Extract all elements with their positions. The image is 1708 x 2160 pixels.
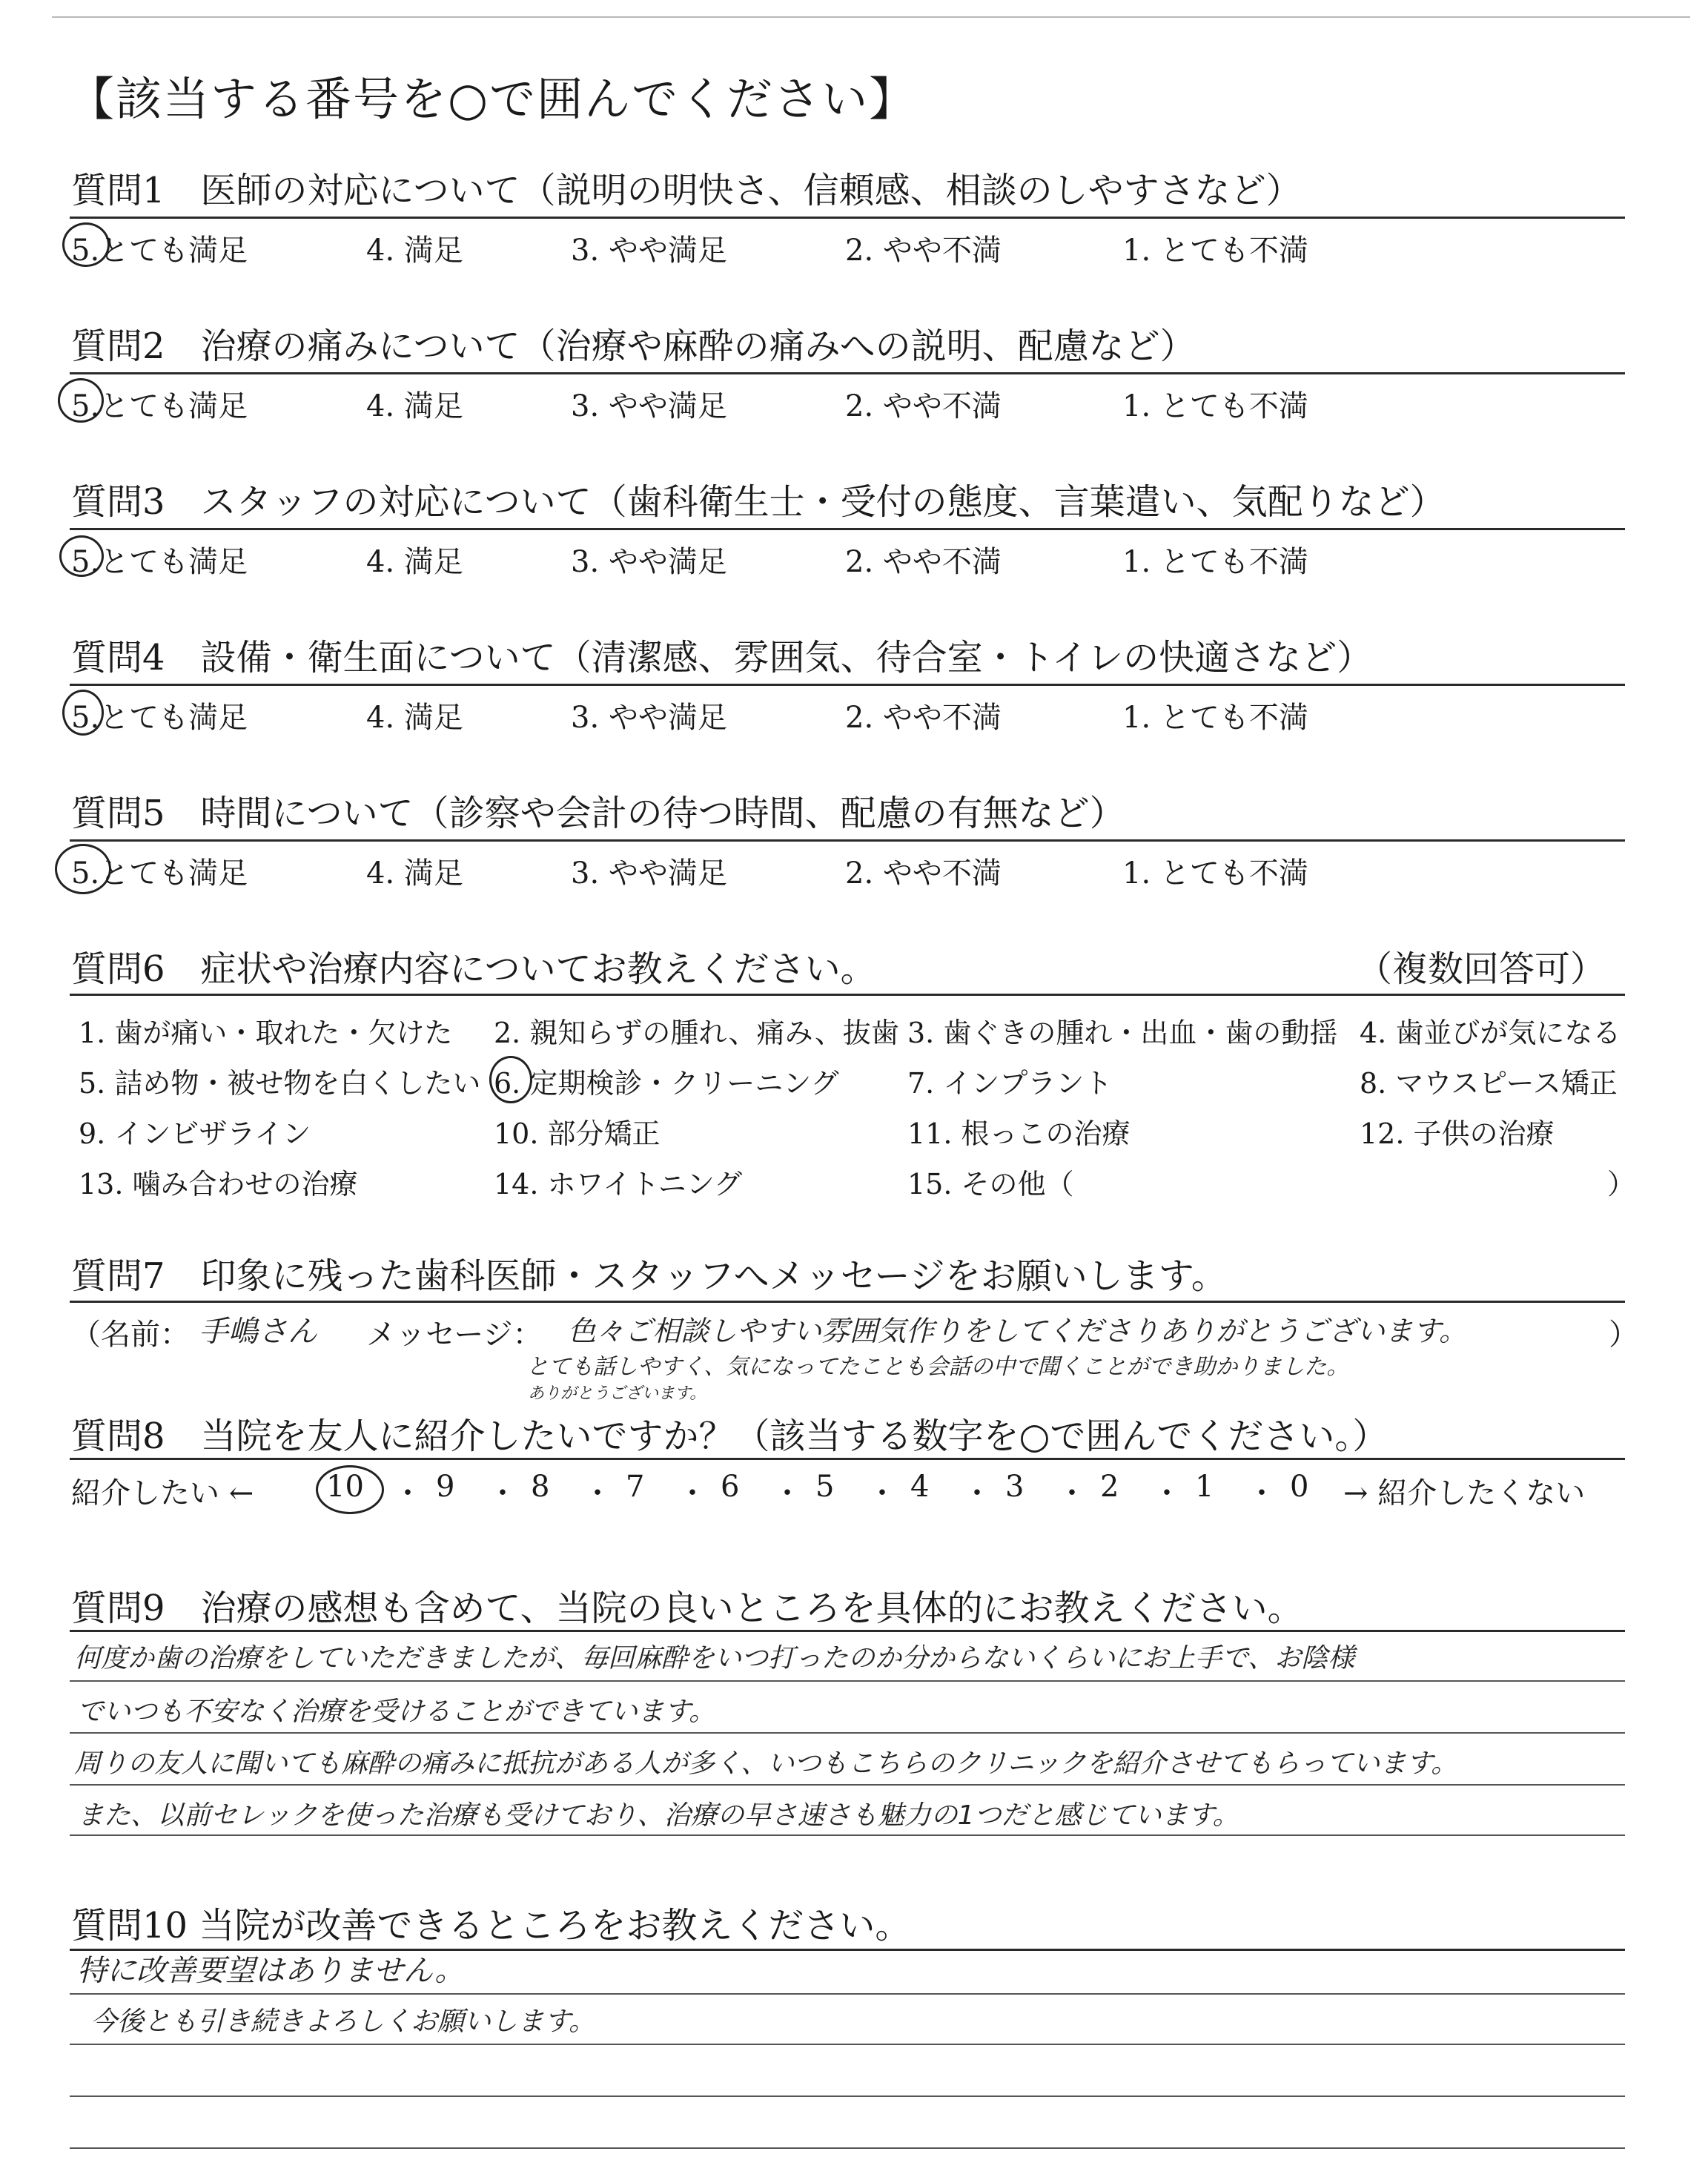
q1-divider xyxy=(70,217,1625,219)
q7-message-line-1[interactable]: 色々ご相談しやすい雰囲気作りをしてくださりありがとうございます。 xyxy=(568,1315,1467,1347)
q5-option-1[interactable]: 1. とても不満 xyxy=(1122,856,1308,891)
q8-scale-dot: ・ xyxy=(867,1476,897,1510)
q8-divider xyxy=(70,1458,1625,1460)
q1-option-2[interactable]: 2. やや不満 xyxy=(845,234,1002,268)
q2-option-3[interactable]: 3. やや満足 xyxy=(571,389,727,423)
q8-scale-0[interactable]: 0 xyxy=(1290,1470,1309,1504)
q6-other-close: ） xyxy=(1607,1168,1636,1200)
q8-scale-dot: ・ xyxy=(962,1476,992,1510)
q9-heading: 質問9 治療の感想も含めて、当院の良いところを具体的にお教えください。 xyxy=(71,1588,1303,1629)
q4-option-1[interactable]: 1. とても不満 xyxy=(1122,701,1308,735)
q7-name-label: （名前： xyxy=(71,1318,190,1352)
q7-name-value[interactable]: 手嶋さん xyxy=(199,1315,317,1349)
q8-scale-dot: ・ xyxy=(1247,1476,1277,1510)
q6-option-3[interactable]: 3. 歯ぐきの腫れ・出血・歯の動揺 xyxy=(907,1017,1338,1049)
q8-scale-dot: ・ xyxy=(772,1476,802,1510)
q6-option-14[interactable]: 14. ホワイトニング xyxy=(494,1168,743,1200)
q9-answer-rule-4 xyxy=(70,1834,1625,1836)
q2-option-1[interactable]: 1. とても不満 xyxy=(1122,389,1308,423)
q8-scale-dot: ・ xyxy=(1057,1476,1087,1510)
q7-message-line-3[interactable]: ありがとうございます。 xyxy=(528,1384,706,1403)
q8-scale-9[interactable]: 9 xyxy=(436,1470,455,1504)
q8-scale-8[interactable]: 8 xyxy=(531,1470,550,1504)
q5-divider xyxy=(70,839,1625,842)
q6-option-2[interactable]: 2. 親知らずの腫れ、痛み、抜歯 xyxy=(494,1017,899,1049)
q4-option-5[interactable]: 5.とても満足 xyxy=(71,701,248,735)
q2-divider xyxy=(70,372,1625,374)
q8-scale-3[interactable]: 3 xyxy=(1005,1470,1025,1504)
q1-heading: 質問1 医師の対応について（説明の明快さ、信頼感、相談のしやすさなど） xyxy=(71,170,1302,211)
q8-right-label: → 紹介したくない xyxy=(1343,1476,1586,1510)
q6-option-9[interactable]: 9. インビザライン xyxy=(79,1117,311,1150)
q1-option-1[interactable]: 1. とても不満 xyxy=(1122,234,1308,268)
q10-heading: 質問10 当院が改善できるところをお教えください。 xyxy=(71,1905,911,1946)
q4-option-4[interactable]: 4. 満足 xyxy=(366,701,463,735)
q4-divider xyxy=(70,684,1625,686)
q9-answer-rule-1 xyxy=(70,1680,1625,1682)
q9-divider xyxy=(70,1630,1625,1632)
q7-close-paren: ） xyxy=(1609,1318,1638,1352)
q5-heading: 質問5 時間について（診察や会計の待つ時間、配慮の有無など） xyxy=(71,793,1125,834)
q5-option-3[interactable]: 3. やや満足 xyxy=(571,856,727,891)
q7-divider xyxy=(70,1301,1625,1303)
page-title: 【該当する番号を○で囲んでください】 xyxy=(68,72,917,126)
q2-option-5[interactable]: 5.とても満足 xyxy=(71,389,248,423)
q5-option-4[interactable]: 4. 満足 xyxy=(366,856,463,891)
q8-scale-dot: ・ xyxy=(1152,1476,1182,1510)
q6-option-12[interactable]: 12. 子供の治療 xyxy=(1360,1117,1555,1150)
q1-option-4[interactable]: 4. 満足 xyxy=(366,234,463,268)
q3-heading: 質問3 スタッフの対応について（歯科衛生士・受付の態度、言葉遣い、気配りなど） xyxy=(71,481,1446,523)
q6-note: （複数回答可） xyxy=(1357,948,1606,990)
q6-option-15[interactable]: 15. その他（ xyxy=(907,1168,1074,1200)
q8-scale-7[interactable]: 7 xyxy=(626,1470,645,1504)
q6-option-1[interactable]: 1. 歯が痛い・取れた・欠けた xyxy=(79,1017,453,1049)
q7-message-label: メッセージ： xyxy=(366,1318,543,1352)
q8-scale-dot: ・ xyxy=(583,1476,612,1510)
q9-answer-line-4[interactable]: また、以前セレックを使った治療も受けており、治療の早さ速さも魅力の1つだと感じています。 xyxy=(77,1800,1239,1831)
q8-scale-5[interactable]: 5 xyxy=(815,1470,835,1504)
q6-option-5[interactable]: 5. 詰め物・被せ物を白くしたい xyxy=(79,1067,481,1100)
q2-option-2[interactable]: 2. やや不満 xyxy=(845,389,1002,423)
q6-option-10[interactable]: 10. 部分矯正 xyxy=(494,1117,661,1150)
q9-answer-rule-2 xyxy=(70,1732,1625,1734)
q3-option-5[interactable]: 5.とても満足 xyxy=(71,545,248,579)
q6-option-6[interactable]: 6. 定期検診・クリーニング xyxy=(494,1067,839,1100)
page-top-edge xyxy=(52,16,1690,18)
q5-option-5[interactable]: 5.とても満足 xyxy=(71,856,248,891)
q3-option-4[interactable]: 4. 満足 xyxy=(366,545,463,579)
q6-option-8[interactable]: 8. マウスピース矯正 xyxy=(1360,1067,1618,1100)
q7-message-line-2[interactable]: とても話しやすく、気になってたことも会話の中で聞くことができ助かりました。 xyxy=(526,1354,1349,1380)
q10-answer-rule-2 xyxy=(70,2044,1625,2045)
q3-option-2[interactable]: 2. やや不満 xyxy=(845,545,1002,579)
q8-scale-dot: ・ xyxy=(393,1476,423,1510)
q9-answer-line-3[interactable]: 周りの友人に聞いても麻酔の痛みに抵抗がある人が多く、いつもこちらのクリニックを紹介させてもらっています。 xyxy=(74,1748,1458,1779)
q3-option-1[interactable]: 1. とても不満 xyxy=(1122,545,1308,579)
q6-option-4[interactable]: 4. 歯並びが気になる xyxy=(1360,1017,1621,1049)
q4-heading: 質問4 設備・衛生面について（清潔感、雰囲気、待合室・トイレの快適さなど） xyxy=(71,637,1373,678)
q6-option-7[interactable]: 7. インプラント xyxy=(907,1067,1113,1100)
q6-heading: 質問6 症状や治療内容についてお教えください。 xyxy=(71,948,876,990)
q3-option-3[interactable]: 3. やや満足 xyxy=(571,545,727,579)
q10-answer-rule-1 xyxy=(70,1993,1625,1995)
q3-divider xyxy=(70,528,1625,530)
q5-option-2[interactable]: 2. やや不満 xyxy=(845,856,1002,891)
q7-heading: 質問7 印象に残った歯科医師・スタッフへメッセージをお願いします。 xyxy=(71,1255,1227,1297)
q1-option-5[interactable]: 5.とても満足 xyxy=(71,234,248,268)
q10-answer-rule-3 xyxy=(70,2095,1625,2097)
q8-scale-6[interactable]: 6 xyxy=(721,1470,740,1504)
q2-heading: 質問2 治療の痛みについて（治療や麻酔の痛みへの説明、配慮など） xyxy=(71,326,1196,367)
q6-divider xyxy=(70,994,1625,996)
q8-scale-10[interactable]: 10 xyxy=(326,1470,364,1504)
q8-scale-dot: ・ xyxy=(488,1476,517,1510)
q8-heading: 質問8 当院を友人に紹介したいですか？（該当する数字を○で囲んでください。） xyxy=(71,1416,1388,1457)
q4-option-3[interactable]: 3. やや満足 xyxy=(571,701,727,735)
q9-answer-rule-3 xyxy=(70,1784,1625,1786)
q10-answer-line-2[interactable]: 今後とも引き続きよろしくお願いします。 xyxy=(90,2007,596,2037)
q8-scale-dot: ・ xyxy=(678,1476,707,1510)
q10-answer-rule-4 xyxy=(70,2147,1625,2149)
q8-scale-2[interactable]: 2 xyxy=(1100,1470,1119,1504)
q1-option-3[interactable]: 3. やや満足 xyxy=(571,234,727,268)
q8-left-label: 紹介したい ← xyxy=(71,1476,254,1510)
q2-option-4[interactable]: 4. 満足 xyxy=(366,389,463,423)
q4-option-2[interactable]: 2. やや不満 xyxy=(845,701,1002,735)
q9-answer-line-1[interactable]: 何度か歯の治療をしていただきましたが、毎回麻酔をいつ打ったのか分からないくらいにお上手で、お陰様 xyxy=(74,1643,1355,1674)
q6-option-11[interactable]: 11. 根っこの治療 xyxy=(907,1117,1131,1150)
q9-answer-line-2[interactable]: でいつも不安なく治療を受けることができています。 xyxy=(77,1697,716,1727)
q10-answer-line-1[interactable]: 特に改善要望はありません。 xyxy=(77,1954,465,1988)
q8-scale-1[interactable]: 1 xyxy=(1195,1470,1214,1504)
q8-scale-4[interactable]: 4 xyxy=(910,1470,930,1504)
q6-option-13[interactable]: 13. 噛み合わせの治療 xyxy=(79,1168,358,1200)
